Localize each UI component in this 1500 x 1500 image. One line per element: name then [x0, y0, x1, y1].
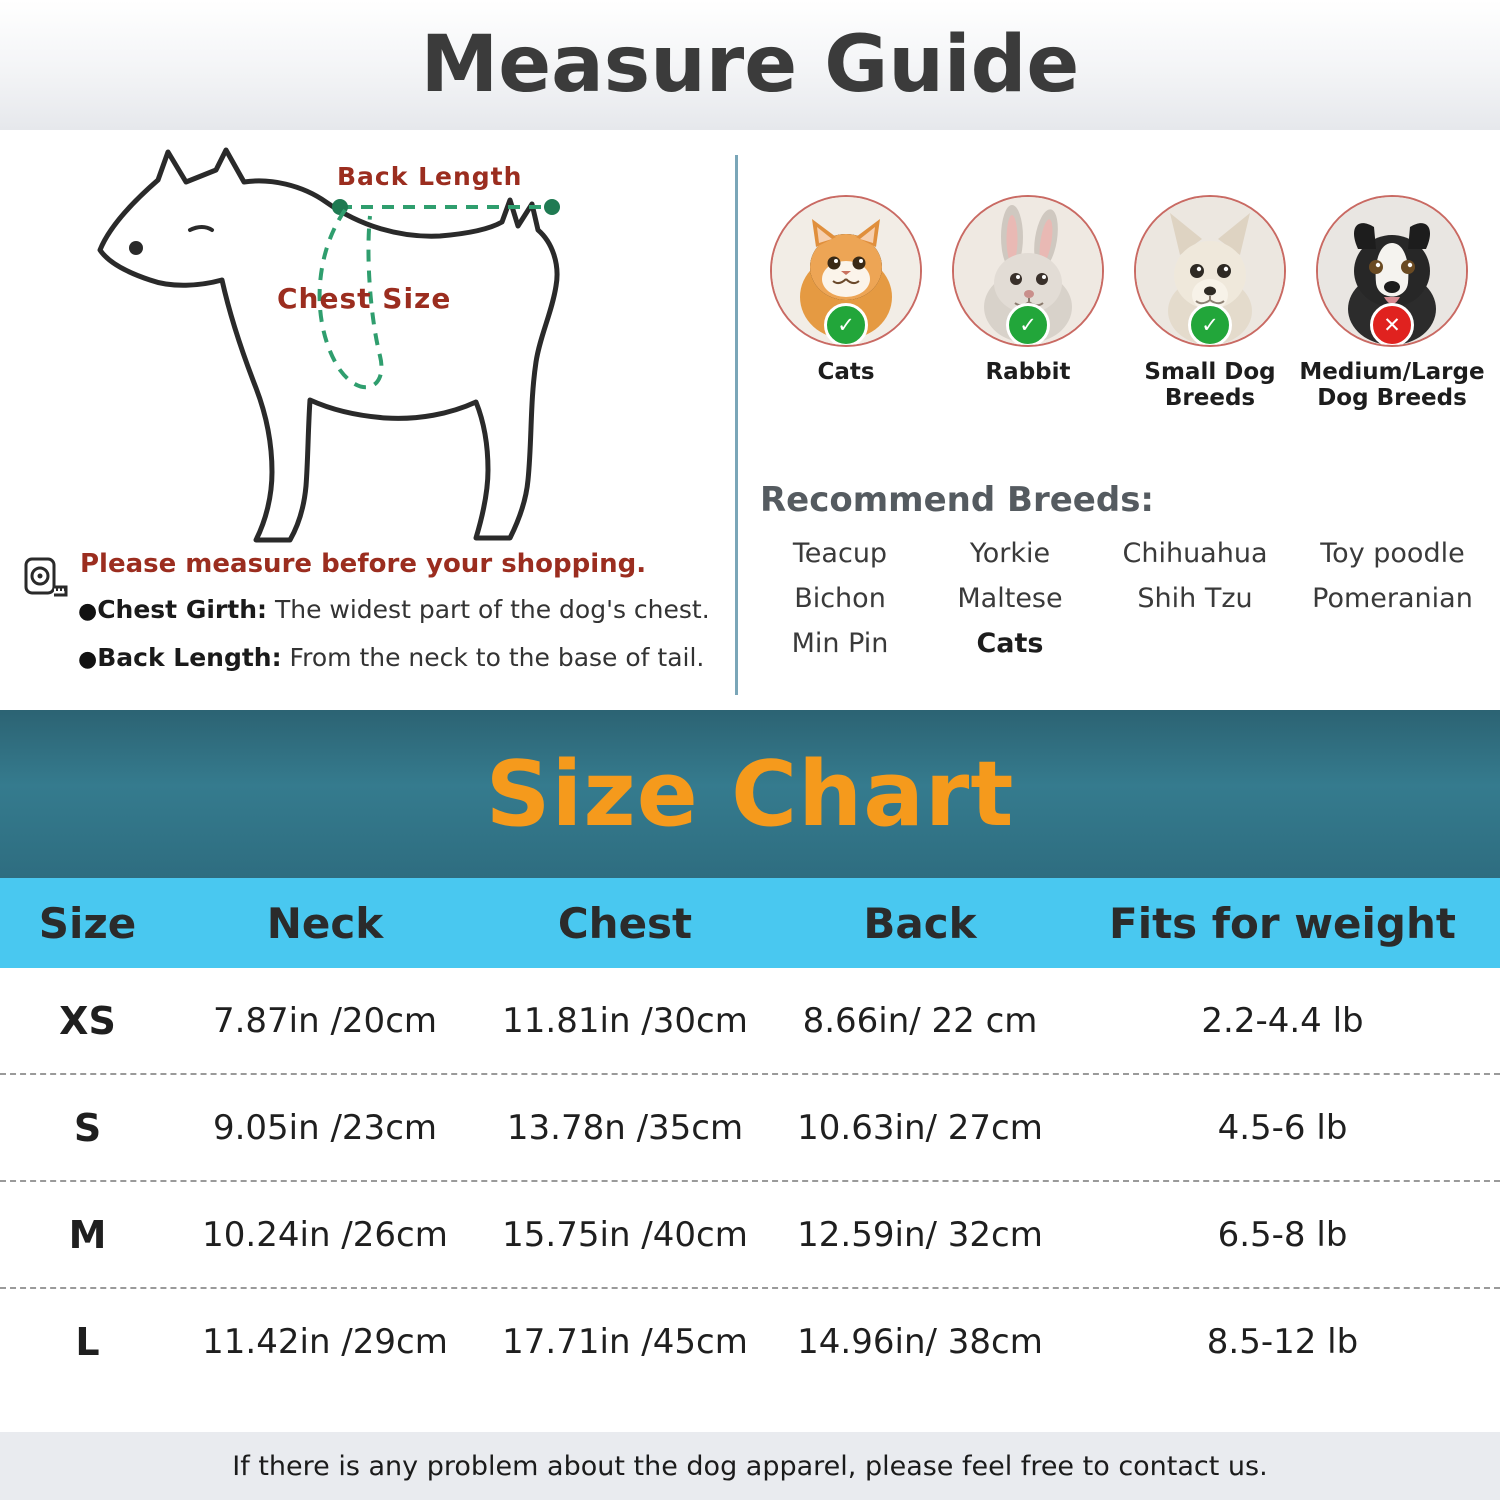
- column-header-size: Size: [38, 898, 137, 948]
- breed-item: Shih Tzu: [1137, 583, 1253, 614]
- measure-title: Please measure before your shopping.: [80, 549, 647, 579]
- page-title: Measure Guide: [420, 20, 1080, 110]
- cell-chest: 15.75in /40cm: [502, 1214, 748, 1255]
- back-length-desc: From the neck to the base of tail.: [281, 643, 705, 672]
- cell-weight: 2.2-4.4 lb: [1201, 1000, 1364, 1041]
- cell-weight: 4.5-6 lb: [1217, 1107, 1348, 1148]
- breed-item: Cats: [976, 628, 1044, 659]
- recommend-breeds-list: [755, 538, 1495, 673]
- cell-back: 14.96in/ 38cm: [797, 1321, 1043, 1362]
- upper-section: [0, 130, 1500, 710]
- footer-text: If there is any problem about the dog apparel, please feel free to contact us.: [232, 1450, 1268, 1482]
- size-table-header: [0, 878, 1500, 968]
- cell-chest: 13.78n /35cm: [506, 1107, 744, 1148]
- footer-banner: [0, 1432, 1500, 1500]
- column-header-weight: Fits for weight: [1109, 898, 1456, 948]
- border-collie-photo: [1316, 195, 1468, 347]
- chest-size-label: Chest Size: [277, 282, 452, 315]
- check-icon: ✓: [1188, 303, 1232, 347]
- breed-item: [1095, 628, 1295, 659]
- column-header-neck: Neck: [266, 898, 384, 948]
- bullet-icon: ●: [78, 647, 98, 672]
- measuring-tape-icon: [22, 553, 70, 601]
- cell-size: M: [68, 1212, 107, 1257]
- column-header-chest: Chest: [557, 898, 693, 948]
- measure-line-back-length: [78, 643, 704, 672]
- cell-weight: 6.5-8 lb: [1217, 1214, 1348, 1255]
- table-row: [0, 1075, 1500, 1182]
- size-table-body: [0, 968, 1500, 1394]
- breed-row: [755, 628, 1495, 659]
- cell-back: 8.66in/ 22 cm: [802, 1000, 1038, 1041]
- cell-size: XS: [59, 998, 116, 1043]
- pet-label: Medium/Large Dog Breeds: [1299, 359, 1485, 412]
- dog-diagram: [40, 130, 700, 550]
- breed-item: Min Pin: [791, 628, 889, 659]
- table-row: [0, 1182, 1500, 1289]
- pet-item-cats: [755, 195, 937, 412]
- table-row: [0, 968, 1500, 1075]
- back-length-label: Back Length: [337, 162, 523, 191]
- cell-weight: 8.5-12 lb: [1206, 1321, 1359, 1362]
- rabbit-photo: [952, 195, 1104, 347]
- chest-girth-term: Chest Girth:: [97, 595, 268, 624]
- cell-neck: 7.87in /20cm: [212, 1000, 438, 1041]
- cell-size: S: [73, 1105, 102, 1150]
- cell-neck: 10.24in /26cm: [202, 1214, 448, 1255]
- cell-neck: 9.05in /23cm: [212, 1107, 438, 1148]
- cross-icon: ✕: [1370, 303, 1414, 347]
- size-chart-title: Size Chart: [485, 741, 1015, 847]
- breed-item: Chihuahua: [1122, 538, 1268, 569]
- pet-suitability-list: [755, 195, 1485, 412]
- chihuahua-photo: [1134, 195, 1286, 347]
- cell-size: L: [75, 1319, 100, 1364]
- vertical-divider: [735, 155, 738, 695]
- breed-item: Yorkie: [969, 538, 1051, 569]
- bullet-icon: ●: [78, 599, 98, 624]
- breed-row: [755, 583, 1495, 614]
- pet-label: Cats: [817, 359, 875, 385]
- breed-item: Teacup: [792, 538, 888, 569]
- cell-chest: 11.81in /30cm: [502, 1000, 748, 1041]
- breed-item: Bichon: [794, 583, 886, 614]
- check-icon: ✓: [824, 303, 868, 347]
- chest-girth-desc: The widest part of the dog's chest.: [267, 595, 710, 624]
- pet-item-rabbit: [937, 195, 1119, 412]
- breed-item: Pomeranian: [1312, 583, 1473, 614]
- pet-item-small-dog: [1119, 195, 1301, 412]
- breed-row: [755, 538, 1495, 569]
- cell-back: 10.63in/ 27cm: [797, 1107, 1043, 1148]
- pet-item-medium-large-dog: [1301, 195, 1483, 412]
- size-chart-banner: [0, 710, 1500, 878]
- dog-silhouette-icon: [40, 130, 700, 550]
- recommend-breeds-title: Recommend Breeds:: [760, 480, 1155, 520]
- cell-neck: 11.42in /29cm: [202, 1321, 448, 1362]
- pet-label: Rabbit: [985, 359, 1071, 385]
- cell-back: 12.59in/ 32cm: [797, 1214, 1043, 1255]
- pet-label: Small Dog Breeds: [1144, 359, 1276, 412]
- breed-item: Toy poodle: [1320, 538, 1465, 569]
- cat-photo: [770, 195, 922, 347]
- header-banner: [0, 0, 1500, 130]
- check-icon: ✓: [1006, 303, 1050, 347]
- cell-chest: 17.71in /45cm: [502, 1321, 748, 1362]
- measure-line-chest-girth: [78, 595, 710, 624]
- table-row: [0, 1289, 1500, 1394]
- breed-item: [1295, 628, 1490, 659]
- column-header-back: Back: [863, 898, 977, 948]
- back-length-term: Back Length:: [97, 643, 282, 672]
- breed-item: Maltese: [957, 583, 1063, 614]
